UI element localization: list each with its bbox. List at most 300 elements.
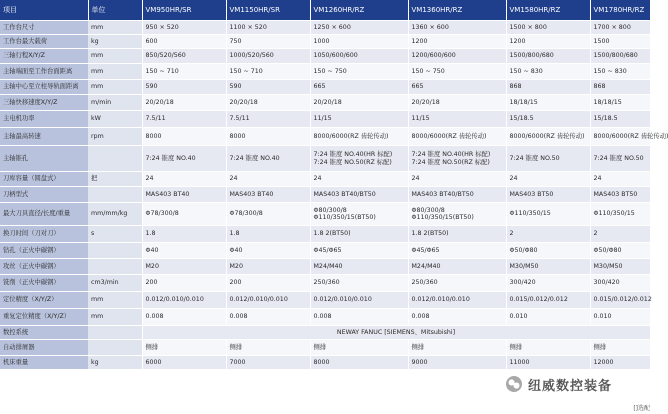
table-cell (590, 356, 650, 370)
table-row (0, 64, 650, 80)
watermark (506, 372, 642, 396)
header-item: 项目 (0, 0, 88, 21)
cell-line: 12000 (593, 358, 614, 366)
cell-line: 150 ~ 830 (593, 67, 627, 75)
cell-line: Φ40 (229, 246, 243, 254)
row-label: 重复定位精度（X/Y/Z） (0, 309, 88, 326)
table-row (0, 95, 650, 111)
table-row (0, 146, 650, 172)
cell-line: M30/M50 (593, 262, 623, 270)
table-cell (310, 80, 408, 95)
table-cell (310, 259, 408, 275)
row-unit (88, 243, 142, 259)
table-cell (310, 49, 408, 64)
cell-line: Φ45/Φ65 (411, 246, 440, 254)
table-cell (506, 80, 590, 95)
cell-line: 20/20/18 (145, 98, 174, 106)
cell-line: 1.8 2(BT50) (411, 230, 449, 238)
table-cell (142, 21, 226, 35)
cell-line: 0.012/0.010/0.010 (313, 296, 372, 304)
table-cell (408, 275, 506, 292)
table-cell (506, 259, 590, 275)
cell-line: Φ50/Φ80 (593, 246, 622, 254)
cell-line: 8000 (229, 132, 246, 140)
cell-line: 150 ~ 830 (509, 67, 543, 75)
table-cell (408, 226, 506, 243)
row-label: 主轴最高转速 (0, 128, 88, 146)
table-cell (506, 275, 590, 292)
table-cell (310, 309, 408, 326)
table-cell (310, 95, 408, 111)
table-cell (506, 35, 590, 49)
table-cell (408, 64, 506, 80)
cell-line: 8000/6000(RZ 齿轮传动) (593, 132, 668, 140)
table-cell (590, 187, 650, 203)
cell-line: 250/360 (411, 279, 438, 287)
table-cell (310, 340, 408, 356)
cell-line: 750 (229, 37, 242, 45)
cell-line: 7:24 锥度 NO.50 (593, 154, 644, 162)
cell-line: MAS403 BT40/BT50 (313, 190, 376, 198)
table-cell (506, 21, 590, 35)
table-cell (506, 356, 590, 370)
table-cell (226, 309, 310, 326)
cell-line: 1000/520/560 (229, 52, 274, 60)
table-cell (408, 203, 506, 226)
cell-line: 20/20/18 (229, 98, 258, 106)
table-row (0, 203, 650, 226)
table-cell (226, 226, 310, 243)
cell-line: MAS403 BT40 (145, 190, 190, 198)
table-cell (506, 187, 590, 203)
row-unit: kg (88, 35, 142, 49)
cell-line: 7.5/11 (145, 115, 166, 123)
row-unit: rpm (88, 128, 142, 146)
cell-line: 1500 × 800 (509, 23, 547, 31)
table-cell (408, 95, 506, 111)
row-label: 钻孔（正火中碳钢） (0, 243, 88, 259)
table-cell (226, 187, 310, 203)
table-cell (506, 203, 590, 226)
cell-line: 7:24 锥度 NO.40 (145, 154, 196, 162)
cell-line: 590 (145, 83, 158, 91)
cell-line: 8000/6000(RZ 齿轮传动) (509, 132, 585, 140)
row-unit: kW (88, 111, 142, 128)
table-cell (142, 64, 226, 80)
table-cell (590, 146, 650, 172)
cell-line: Φ40 (145, 246, 159, 254)
cell-line: M20 (229, 262, 243, 270)
cell-line: 1.8 (229, 230, 240, 238)
table-cell (506, 243, 590, 259)
cell-line: 868 (593, 83, 606, 91)
table-cell (142, 259, 226, 275)
table-cell (226, 203, 310, 226)
cell-line: 665 (313, 83, 326, 91)
table-row (0, 356, 650, 370)
cell-line: Φ80/300/8 (313, 206, 347, 214)
footnote: []选配 (633, 405, 650, 412)
table-cell (590, 21, 650, 35)
table-cell (226, 64, 310, 80)
cell-line: 300/420 (593, 279, 620, 287)
row-unit (88, 259, 142, 275)
cell-line: 侧排 (593, 343, 607, 351)
cell-line: 侧排 (411, 343, 425, 351)
cell-line: 7000 (229, 358, 246, 366)
cell-line: MAS403 BT50 (593, 190, 638, 198)
table-cell (408, 292, 506, 309)
cell-line: 24 (593, 175, 602, 183)
row-label: 三轴快移速度X/Y/Z (0, 95, 88, 111)
cell-line: 1200 (411, 37, 428, 45)
row-label: 刀库容量（圆盘式） (0, 172, 88, 187)
cell-line: 7:24 锥度 NO.40(HR 标配) (313, 151, 393, 159)
cell-line: 590 (229, 83, 242, 91)
table-cell (590, 64, 650, 80)
table-cell (226, 243, 310, 259)
table-cell (590, 292, 650, 309)
table-cell (142, 128, 226, 146)
table-cell (142, 309, 226, 326)
table-cell (310, 226, 408, 243)
table-cell (310, 64, 408, 80)
cell-line: 0.012/0.010/0.010 (229, 296, 288, 304)
table-row (0, 292, 650, 309)
table-cell (590, 95, 650, 111)
table-cell (408, 309, 506, 326)
table-cell (142, 340, 226, 356)
cell-line: M20 (145, 262, 159, 270)
table-cell (142, 226, 226, 243)
cell-line: 0.008 (229, 313, 248, 321)
table-cell (226, 21, 310, 35)
cell-line: 950 × 520 (145, 23, 179, 31)
table-cell (310, 128, 408, 146)
cell-line: 868 (509, 83, 522, 91)
table-cell (142, 172, 226, 187)
table-cell (310, 203, 408, 226)
cell-line: M24/M40 (411, 262, 441, 270)
table-cell (590, 309, 650, 326)
header-model: VM1260HR/RZ (310, 0, 408, 21)
cell-line: 0.012/0.010/0.010 (145, 296, 204, 304)
cell-line: 8000/6000(RZ 齿轮传动) (313, 132, 389, 140)
cell-line: 11000 (509, 358, 530, 366)
cell-line: 1360 × 600 (411, 23, 449, 31)
cell-line: 0.010 (509, 313, 528, 321)
cell-line: 1.8 (145, 230, 156, 238)
cell-line: 850/520/560 (145, 52, 186, 60)
table-cell (226, 259, 310, 275)
table-cell (408, 243, 506, 259)
table-row (0, 243, 650, 259)
row-label: 定位精度（X/Y/Z） (0, 292, 88, 309)
cell-line: 0.008 (411, 313, 430, 321)
table-cell (142, 35, 226, 49)
table-cell (506, 95, 590, 111)
row-label: 铣削（正火中碳钢） (0, 275, 88, 292)
header-unit: 单位 (88, 0, 142, 21)
cell-line: 150 ~ 750 (313, 67, 347, 75)
cell-line: 7:24 锥度 NO.40 (229, 154, 280, 162)
cell-line: 2 (593, 230, 598, 238)
row-unit (88, 340, 142, 356)
cell-line: 0.015/0.012/0.012 (593, 296, 652, 304)
table-cell (408, 356, 506, 370)
header-model: VM950HR/SR (142, 0, 226, 21)
cell-line: 200 (145, 279, 158, 287)
row-unit: 把 (88, 172, 142, 187)
table-cell (408, 340, 506, 356)
table-cell (408, 259, 506, 275)
cell-line: 300/420 (509, 279, 536, 287)
table-cell (590, 275, 650, 292)
table-cell (506, 292, 590, 309)
table-cell (142, 80, 226, 95)
table-row (0, 21, 650, 35)
table-cell (142, 111, 226, 128)
table-row (0, 49, 650, 64)
row-unit (88, 326, 142, 340)
cell-line: 20/20/18 (313, 98, 342, 106)
row-label: 数控系统 (0, 326, 88, 340)
cell-line: 1200/600/600 (411, 52, 456, 60)
table-cell (590, 128, 668, 146)
header-model: VM1780HR/RZ (590, 0, 650, 21)
row-unit: mm/mm/kg (88, 203, 142, 226)
row-unit (88, 187, 142, 203)
row-label: 最大刀具直径/长度/重量 (0, 203, 88, 226)
row-unit: mm (88, 80, 142, 95)
table-cell (142, 243, 226, 259)
cell-line: Φ78/300/8 (145, 210, 179, 218)
cell-line: MAS403 BT50 (509, 190, 554, 198)
cell-line: 7:24 锥度 NO.50(RZ 标配) (313, 158, 392, 166)
cell-line: 侧排 (313, 343, 327, 351)
row-unit: mm (88, 292, 142, 309)
cell-line: 200 (229, 279, 242, 287)
cell-line: 24 (411, 175, 420, 183)
row-label: 机床重量 (0, 356, 88, 370)
cell-line: 600 (145, 37, 158, 45)
table-cell (226, 128, 310, 146)
table-cell (310, 111, 408, 128)
table-cell (310, 146, 408, 172)
table-cell (226, 95, 310, 111)
row-unit: mm (88, 21, 142, 35)
table-cell (142, 203, 226, 226)
table-row (0, 111, 650, 128)
table-cell (506, 226, 590, 243)
table-row (0, 226, 650, 243)
cell-line: Φ80/300/8 (411, 206, 445, 214)
cell-line: 24 (313, 175, 322, 183)
cell-line: 8000 (145, 132, 162, 140)
cell-line: 24 (509, 175, 518, 183)
cell-line: M24/M40 (313, 262, 343, 270)
cell-line: Φ110/350/15(BT50) (411, 214, 474, 221)
row-label: 自动排屑器 (0, 340, 88, 356)
row-unit: kg (88, 356, 142, 370)
table-cell (226, 340, 310, 356)
cell-line: 1200 (509, 37, 526, 45)
cell-line: 18/18/15 (593, 98, 622, 106)
cell-line: 1500 (593, 37, 610, 45)
table-cell (506, 49, 590, 64)
cell-line: 665 (411, 83, 424, 91)
table-cell (310, 275, 408, 292)
table-cell (590, 172, 650, 187)
table-row (0, 128, 650, 146)
table-cell (142, 292, 226, 309)
table-row (0, 275, 650, 292)
table-cell (310, 172, 408, 187)
table-cell (590, 226, 650, 243)
table-cell (226, 356, 310, 370)
table-cell (590, 49, 650, 64)
row-unit: cm3/min (88, 275, 142, 292)
table-cell (506, 309, 590, 326)
table-cell (506, 340, 590, 356)
table-cell (408, 172, 506, 187)
control-row (0, 326, 650, 340)
row-unit: mm (88, 64, 142, 80)
table-cell (506, 64, 590, 80)
cell-line: 8000 (313, 358, 330, 366)
cell-line: 0.008 (313, 313, 332, 321)
cell-line: MAS403 BT40/BT50 (411, 190, 474, 198)
row-label: 换刀时间（刀对刀） (0, 226, 88, 243)
table-cell (590, 243, 650, 259)
table-cell (506, 128, 590, 146)
table-cell (590, 340, 650, 356)
table-cell (408, 21, 506, 35)
cell-line: 150 ~ 710 (229, 67, 263, 75)
cell-line: 1050/600/600 (313, 52, 358, 60)
cell-line: M30/M50 (509, 262, 539, 270)
table-cell (590, 80, 650, 95)
table-row (0, 187, 650, 203)
table-cell (226, 292, 310, 309)
wechat-icon (506, 376, 522, 392)
cell-line: 0.010 (593, 313, 612, 321)
cell-line: 1250 × 600 (313, 23, 351, 31)
table-cell (226, 35, 310, 49)
table-cell (226, 275, 310, 292)
table-cell (142, 95, 226, 111)
cell-line: 1500/800/680 (509, 52, 554, 60)
table-cell (226, 49, 310, 64)
table-cell (310, 356, 408, 370)
cell-line: 侧排 (145, 343, 159, 351)
table-cell (142, 187, 226, 203)
table-cell (226, 111, 310, 128)
row-unit (88, 146, 142, 172)
cell-line: 150 ~ 710 (145, 67, 179, 75)
header-row (0, 0, 650, 21)
cell-line: 1000 (313, 37, 330, 45)
table-cell (408, 146, 506, 172)
row-label: 主电机功率 (0, 111, 88, 128)
table-row (0, 35, 650, 49)
cell-line: 7:24 锥度 NO.50(RZ 标配) (411, 158, 490, 166)
table-cell (408, 187, 506, 203)
table-cell (590, 259, 650, 275)
cell-line: 250/360 (313, 279, 340, 287)
cell-line: Φ110/350/15 (593, 210, 635, 218)
cell-line: 侧排 (229, 343, 243, 351)
cell-line: 24 (229, 175, 238, 183)
header-model: VM1580HR/RZ (506, 0, 590, 21)
table-cell (142, 146, 226, 172)
cell-line: Φ110/350/15 (509, 210, 551, 218)
cell-line: 1700 × 800 (593, 23, 631, 31)
row-label: 主轴中心至立柱导轨面距离 (0, 80, 88, 95)
cell-line: 侧排 (509, 343, 523, 351)
cell-line: 0.012/0.010/0.010 (411, 296, 470, 304)
table-cell (590, 203, 650, 226)
cell-line: 1500/800/680 (593, 52, 638, 60)
table-row (0, 309, 650, 326)
table-cell (310, 243, 408, 259)
watermark-text: 纽威数控装备 (528, 378, 613, 394)
cell-line: 9000 (411, 358, 428, 366)
table-cell (408, 49, 506, 64)
table-cell (310, 21, 408, 35)
table-row (0, 259, 650, 275)
table-cell (226, 80, 310, 95)
cell-line: Φ50/Φ80 (509, 246, 538, 254)
table-cell (226, 172, 310, 187)
table-row (0, 340, 650, 356)
cell-line: MAS403 BT40 (229, 190, 274, 198)
row-label: 工作台最大载荷 (0, 35, 88, 49)
table-cell (408, 80, 506, 95)
cell-line: 0.008 (145, 313, 164, 321)
cell-line: 11/15 (411, 115, 430, 123)
cell-line: 24 (145, 175, 154, 183)
cell-line: 20/20/18 (411, 98, 440, 106)
table-cell (142, 275, 226, 292)
cell-line: 8000/6000(RZ 齿轮传动) (411, 132, 487, 140)
table-cell (408, 35, 506, 49)
row-label: 主轴锥孔 (0, 146, 88, 172)
cell-line: Φ110/350/15(BT50) (313, 214, 376, 221)
table-row (0, 172, 650, 187)
table-cell (310, 35, 408, 49)
cell-line: 7:24 锥度 NO.40(HR 标配) (411, 151, 491, 159)
table-cell (506, 146, 590, 172)
table-cell (408, 128, 506, 146)
cell-line: 150 ~ 750 (411, 67, 445, 75)
cell-line: 6000 (145, 358, 162, 366)
cell-line: 7:24 锥度 NO.50 (509, 154, 560, 162)
cell-line: 1.8 2(BT50) (313, 230, 351, 238)
table-cell (310, 292, 408, 309)
table-cell (310, 187, 408, 203)
cell-line: Φ78/300/8 (229, 210, 263, 218)
cell-line: 18/18/15 (509, 98, 538, 106)
row-label: 工作台尺寸 (0, 21, 88, 35)
cell-line: 15/18.5 (509, 115, 534, 123)
table-cell (142, 49, 226, 64)
cell-line: 7.5/11 (229, 115, 250, 123)
table-cell (142, 356, 226, 370)
row-unit: m/min (88, 95, 142, 111)
row-label: 攻丝（正火中碳钢） (0, 259, 88, 275)
row-label: 三轴行程X/Y/Z (0, 49, 88, 64)
